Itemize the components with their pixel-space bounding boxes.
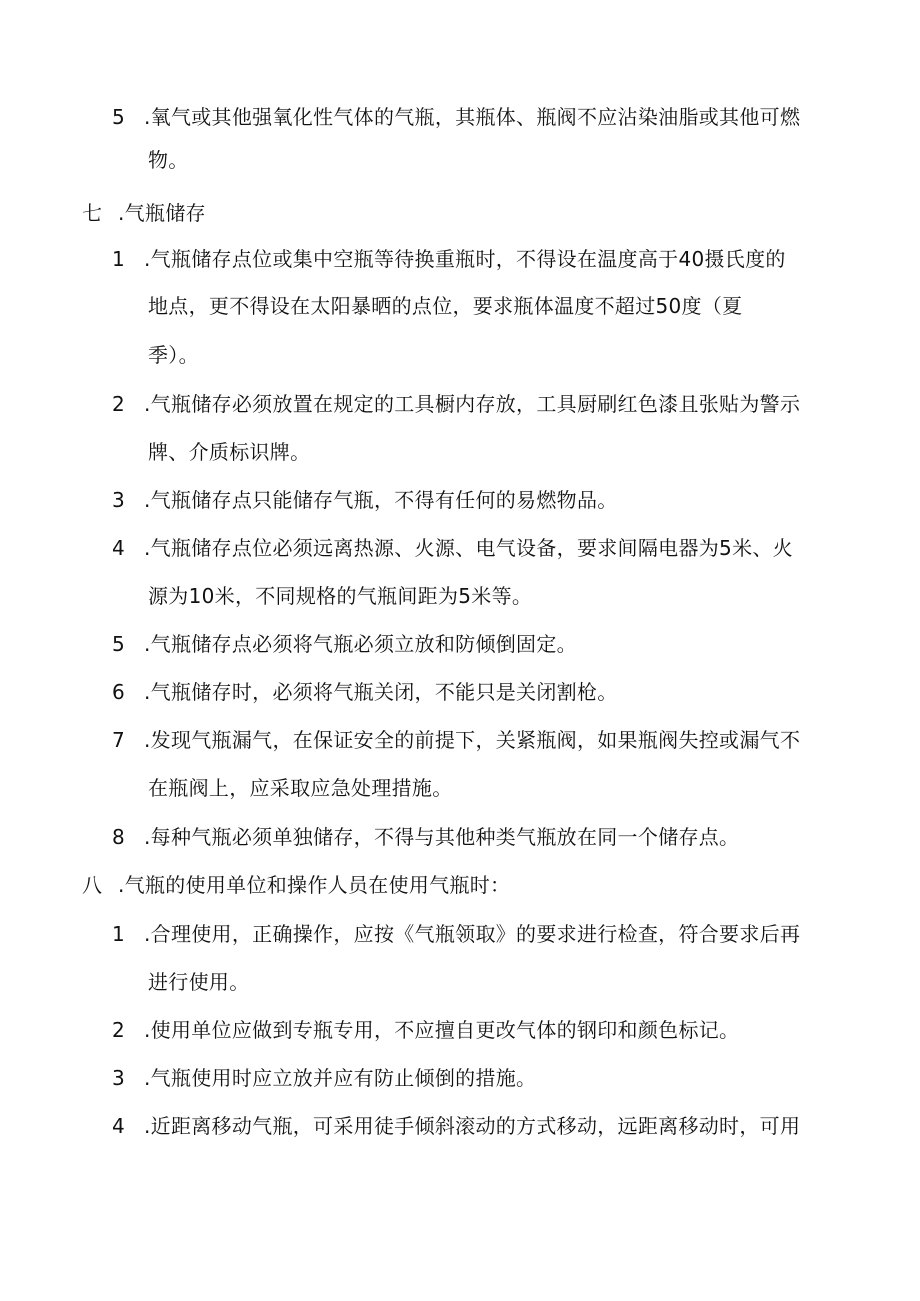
item-text: 在瓶阀上，应采取应急处理措施。: [148, 776, 453, 800]
s7-item-1-line-3: [148, 341, 199, 369]
s7-item-1-line-1: [112, 245, 786, 273]
item-number: 1: [112, 247, 126, 271]
item-text: .每种气瓶必须单独储存，不得与其他种类气瓶放在同一个储存点。: [144, 825, 740, 849]
item-text: .气瓶使用时应立放并应有防止倾倒的措施。: [144, 1066, 537, 1090]
section-number: 八: [82, 873, 103, 897]
s7-item-1-line-2: [148, 292, 742, 320]
item-text: .气瓶储存点位必须远离热源、火源、电气设备，要求间隔电器为5米、火: [144, 536, 793, 560]
item-text: .氧气或其他强氧化性气体的气瓶，其瓶体、瓶阀不应沾染油脂或其他可燃: [144, 105, 801, 129]
item-number: 4: [112, 1114, 126, 1138]
item-text: .气瓶储存时，必须将气瓶关闭，不能只是关闭割枪。: [144, 680, 618, 704]
item-text: .合理使用，正确操作，应按《气瓶领取》的要求进行检查，符合要求后再: [144, 922, 801, 946]
item-number: 2: [112, 1018, 126, 1042]
s8-item-4: [112, 1112, 800, 1140]
item-number: 5: [112, 105, 126, 129]
item-text: .使用单位应做到专瓶专用，不应擅自更改气体的钢印和颜色标记。: [144, 1018, 740, 1042]
item-text: 物。: [148, 148, 189, 172]
item-text: .近距离移动气瓶，可采用徒手倾斜滚动的方式移动，远距离移动时，可用: [144, 1114, 801, 1138]
item-text: 季）。: [148, 343, 199, 367]
s8-item-3: [112, 1064, 536, 1092]
item-number: 2: [112, 392, 126, 416]
section-number: 七: [82, 201, 103, 225]
s8-item-2: [112, 1016, 739, 1044]
list-item-5-line-1: [112, 103, 800, 131]
item-number: 3: [112, 488, 126, 512]
s7-item-7-line-1: [112, 726, 800, 754]
section-8-heading: [82, 871, 510, 899]
item-text: .气瓶储存点必须将气瓶必须立放和防倾倒固定。: [144, 632, 577, 656]
item-text: .气瓶储存点位或集中空瓶等待换重瓶时，不得设在温度高于40摄氏度的: [144, 247, 786, 271]
item-text: 源为10米，不同规格的气瓶间距为5米等。: [148, 584, 533, 608]
s7-item-8: [112, 823, 739, 851]
item-number: 8: [112, 825, 126, 849]
item-number: 7: [112, 728, 126, 752]
s7-item-2-line-2: [148, 438, 310, 466]
section-title: .气瓶储存: [118, 201, 206, 225]
item-number: 4: [112, 536, 126, 560]
s7-item-2-line-1: [112, 390, 800, 418]
item-text: .发现气瓶漏气，在保证安全的前提下，关紧瓶阀，如果瓶阀失控或漏气不: [144, 728, 801, 752]
item-text: .气瓶储存点只能储存气瓶，不得有任何的易燃物品。: [144, 488, 618, 512]
item-number: 1: [112, 922, 126, 946]
s7-item-5: [112, 630, 577, 658]
item-text: 地点，更不得设在太阳暴晒的点位，要求瓶体温度不超过50度（夏: [148, 294, 743, 318]
s7-item-6: [112, 678, 618, 706]
section-title: .气瓶的使用单位和操作人员在使用气瓶时：: [118, 873, 511, 897]
item-text: 牌、介质标识牌。: [148, 440, 311, 464]
item-text: 进行使用。: [148, 970, 250, 994]
section-7-heading: [82, 199, 206, 227]
item-number: 5: [112, 632, 126, 656]
s7-item-7-line-2: [148, 774, 453, 802]
s8-item-1-line-2: [148, 968, 250, 996]
s7-item-4-line-1: [112, 534, 793, 562]
item-text: .气瓶储存必须放置在规定的工具橱内存放，工具厨刷红色漆且张贴为警示: [144, 392, 801, 416]
s7-item-3: [112, 486, 618, 514]
s8-item-1-line-1: [112, 920, 800, 948]
item-number: 3: [112, 1066, 126, 1090]
item-number: 6: [112, 680, 126, 704]
s7-item-4-line-2: [148, 582, 532, 610]
list-item-5-line-2: [148, 146, 189, 174]
